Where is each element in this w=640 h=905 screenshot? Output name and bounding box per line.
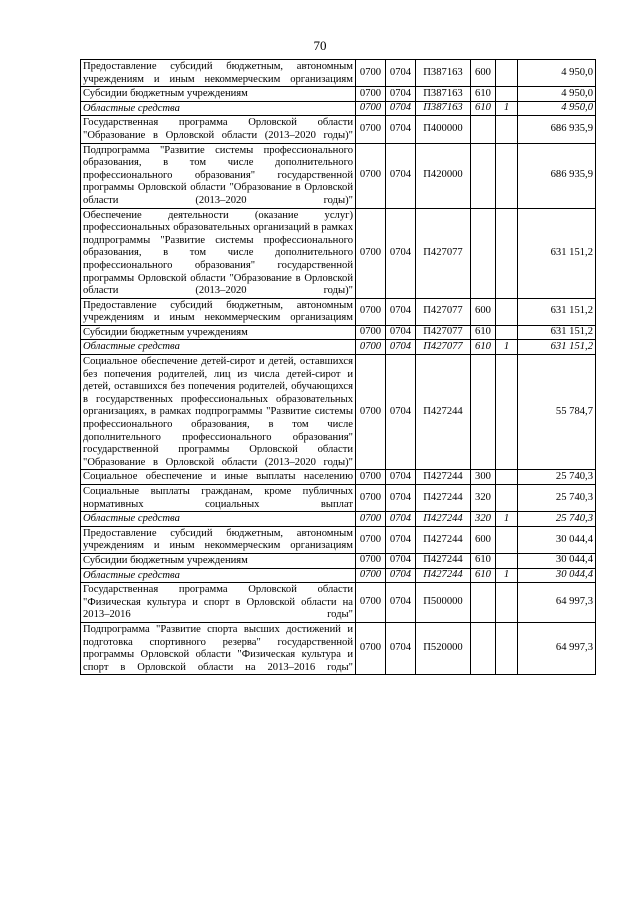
row-section-code: 0700 bbox=[356, 470, 386, 485]
row-amount: 30 044,4 bbox=[518, 553, 596, 568]
row-expense-type-code bbox=[471, 208, 496, 298]
table-row bbox=[81, 553, 596, 568]
row-subsection-code: 0704 bbox=[386, 355, 416, 470]
table-row bbox=[81, 208, 596, 298]
row-subsection-code: 0704 bbox=[386, 340, 416, 355]
row-subsection-code: 0704 bbox=[386, 325, 416, 340]
row-amount: 631 151,2 bbox=[518, 298, 596, 325]
row-subsection-code: 0704 bbox=[386, 143, 416, 208]
row-description: Подпрограмма "Развитие системы профессионального образования, в том числе дополнительного профессионального образования" государственной программы Орловской области "Образование в Орловской области (2013–2020 годы)" bbox=[81, 143, 356, 208]
row-description: Социальное обеспечение детей-сирот и детей, оставшихся без попечения родителей, лиц из числа детей-сирот и детей, оставшихся без попечения родителей, обучающихся в государственных профессиональных образовательных организациях, в рамках подпрограммы "Развитие системы профессионального образования, в том числе дополнительного профессионального образования" государственной программы Орловской области "Образование в Орловской области (2013–2020 годы)" bbox=[81, 355, 356, 470]
row-expense-type-code: 320 bbox=[471, 512, 496, 527]
row-section-code: 0700 bbox=[356, 87, 386, 102]
row-description: Областные средства bbox=[81, 340, 356, 355]
row-section-code: 0700 bbox=[356, 116, 386, 143]
row-amount: 4 950,0 bbox=[518, 101, 596, 116]
row-target-article-code: П387163 bbox=[416, 101, 471, 116]
row-expense-type-code: 610 bbox=[471, 340, 496, 355]
row-amount: 64 997,3 bbox=[518, 583, 596, 623]
row-section-code: 0700 bbox=[356, 208, 386, 298]
row-expense-type-code: 300 bbox=[471, 470, 496, 485]
row-section-code: 0700 bbox=[356, 340, 386, 355]
row-section-code: 0700 bbox=[356, 583, 386, 623]
row-subsection-code: 0704 bbox=[386, 116, 416, 143]
page-number: 70 bbox=[313, 38, 327, 53]
row-expense-type-code: 600 bbox=[471, 298, 496, 325]
row-subsection-code: 0704 bbox=[386, 553, 416, 568]
row-description: Областные средства bbox=[81, 512, 356, 527]
row-funding-source-code bbox=[496, 60, 518, 87]
row-amount: 631 151,2 bbox=[518, 325, 596, 340]
row-description: Социальное обеспечение и иные выплаты населению bbox=[81, 470, 356, 485]
row-subsection-code: 0704 bbox=[386, 485, 416, 512]
row-expense-type-code: 600 bbox=[471, 60, 496, 87]
row-funding-source-code bbox=[496, 526, 518, 553]
row-subsection-code: 0704 bbox=[386, 568, 416, 583]
row-section-code: 0700 bbox=[356, 298, 386, 325]
row-section-code: 0700 bbox=[356, 101, 386, 116]
row-amount: 55 784,7 bbox=[518, 355, 596, 470]
row-subsection-code: 0704 bbox=[386, 298, 416, 325]
row-funding-source-code: 1 bbox=[496, 101, 518, 116]
row-amount: 30 044,4 bbox=[518, 568, 596, 583]
row-funding-source-code bbox=[496, 470, 518, 485]
row-funding-source-code: 1 bbox=[496, 512, 518, 527]
row-section-code: 0700 bbox=[356, 622, 386, 674]
row-funding-source-code bbox=[496, 208, 518, 298]
table-row bbox=[81, 143, 596, 208]
row-funding-source-code bbox=[496, 298, 518, 325]
table-row bbox=[81, 60, 596, 87]
row-subsection-code: 0704 bbox=[386, 60, 416, 87]
row-description: Обеспечение деятельности (оказание услуг) профессиональных образовательных организаций в рамках подпрограммы "Развитие системы профессионального образования, в том числе дополнительного профессионального образования" государственной программы Орловской области "Образование в Орловской области (2013–2020 годы)" bbox=[81, 208, 356, 298]
row-description: Областные средства bbox=[81, 101, 356, 116]
row-description: Социальные выплаты гражданам, кроме публичных нормативных социальных выплат bbox=[81, 485, 356, 512]
table-row bbox=[81, 298, 596, 325]
row-expense-type-code: 610 bbox=[471, 553, 496, 568]
row-target-article-code: П400000 bbox=[416, 116, 471, 143]
row-section-code: 0700 bbox=[356, 568, 386, 583]
row-target-article-code: П387163 bbox=[416, 60, 471, 87]
row-expense-type-code: 610 bbox=[471, 101, 496, 116]
row-section-code: 0700 bbox=[356, 526, 386, 553]
row-target-article-code: П427077 bbox=[416, 340, 471, 355]
row-target-article-code: П427244 bbox=[416, 512, 471, 527]
table-row bbox=[81, 485, 596, 512]
row-section-code: 0700 bbox=[356, 355, 386, 470]
row-amount: 631 151,2 bbox=[518, 340, 596, 355]
row-subsection-code: 0704 bbox=[386, 208, 416, 298]
row-target-article-code: П427077 bbox=[416, 298, 471, 325]
table-row bbox=[81, 568, 596, 583]
row-amount: 4 950,0 bbox=[518, 87, 596, 102]
row-amount: 25 740,3 bbox=[518, 485, 596, 512]
row-funding-source-code bbox=[496, 87, 518, 102]
row-section-code: 0700 bbox=[356, 485, 386, 512]
row-funding-source-code: 1 bbox=[496, 340, 518, 355]
row-subsection-code: 0704 bbox=[386, 470, 416, 485]
row-expense-type-code bbox=[471, 355, 496, 470]
table-row bbox=[81, 116, 596, 143]
row-expense-type-code bbox=[471, 143, 496, 208]
row-expense-type-code: 600 bbox=[471, 526, 496, 553]
row-subsection-code: 0704 bbox=[386, 512, 416, 527]
row-target-article-code: П427244 bbox=[416, 568, 471, 583]
row-target-article-code: П427244 bbox=[416, 553, 471, 568]
table-row bbox=[81, 340, 596, 355]
row-expense-type-code bbox=[471, 116, 496, 143]
row-expense-type-code bbox=[471, 622, 496, 674]
row-description: Субсидии бюджетным учреждениям bbox=[81, 553, 356, 568]
row-section-code: 0700 bbox=[356, 60, 386, 87]
row-subsection-code: 0704 bbox=[386, 583, 416, 623]
row-expense-type-code: 610 bbox=[471, 87, 496, 102]
row-funding-source-code bbox=[496, 622, 518, 674]
row-funding-source-code bbox=[496, 143, 518, 208]
budget-table bbox=[80, 59, 596, 675]
row-description: Предоставление субсидий бюджетным, автономным учреждениям и иным некоммерческим организациям bbox=[81, 298, 356, 325]
row-subsection-code: 0704 bbox=[386, 87, 416, 102]
row-description: Государственная программа Орловской области "Физическая культура и спорт в Орловской области на 2013–2016 годы" bbox=[81, 583, 356, 623]
row-funding-source-code: 1 bbox=[496, 568, 518, 583]
row-amount: 64 997,3 bbox=[518, 622, 596, 674]
row-amount: 4 950,0 bbox=[518, 60, 596, 87]
row-funding-source-code bbox=[496, 583, 518, 623]
row-funding-source-code bbox=[496, 485, 518, 512]
row-expense-type-code: 610 bbox=[471, 568, 496, 583]
row-description: Областные средства bbox=[81, 568, 356, 583]
row-funding-source-code bbox=[496, 116, 518, 143]
row-target-article-code: П427077 bbox=[416, 325, 471, 340]
row-funding-source-code bbox=[496, 325, 518, 340]
table-row bbox=[81, 583, 596, 623]
row-expense-type-code bbox=[471, 583, 496, 623]
row-amount: 30 044,4 bbox=[518, 526, 596, 553]
row-amount: 631 151,2 bbox=[518, 208, 596, 298]
row-amount: 686 935,9 bbox=[518, 143, 596, 208]
row-expense-type-code: 320 bbox=[471, 485, 496, 512]
row-target-article-code: П520000 bbox=[416, 622, 471, 674]
table-row bbox=[81, 512, 596, 527]
row-description: Субсидии бюджетным учреждениям bbox=[81, 87, 356, 102]
row-section-code: 0700 bbox=[356, 553, 386, 568]
row-funding-source-code bbox=[496, 553, 518, 568]
table-row bbox=[81, 325, 596, 340]
row-subsection-code: 0704 bbox=[386, 526, 416, 553]
row-target-article-code: П427244 bbox=[416, 485, 471, 512]
row-section-code: 0700 bbox=[356, 143, 386, 208]
row-description: Субсидии бюджетным учреждениям bbox=[81, 325, 356, 340]
row-target-article-code: П427244 bbox=[416, 526, 471, 553]
table-row bbox=[81, 101, 596, 116]
row-target-article-code: П427077 bbox=[416, 208, 471, 298]
table-row bbox=[81, 526, 596, 553]
table-row bbox=[81, 470, 596, 485]
row-subsection-code: 0704 bbox=[386, 622, 416, 674]
row-target-article-code: П420000 bbox=[416, 143, 471, 208]
row-section-code: 0700 bbox=[356, 325, 386, 340]
row-description: Предоставление субсидий бюджетным, автономным учреждениям и иным некоммерческим организациям bbox=[81, 526, 356, 553]
row-subsection-code: 0704 bbox=[386, 101, 416, 116]
row-amount: 25 740,3 bbox=[518, 512, 596, 527]
row-funding-source-code bbox=[496, 355, 518, 470]
row-section-code: 0700 bbox=[356, 512, 386, 527]
table-row bbox=[81, 355, 596, 470]
row-target-article-code: П427244 bbox=[416, 355, 471, 470]
row-description: Подпрограмма "Развитие спорта высших достижений и подготовка спортивного резерва" государственной программы Орловской области "Физическая культура и спорт в Орловской области на 2013–2016 годы" bbox=[81, 622, 356, 674]
row-description: Предоставление субсидий бюджетным, автономным учреждениям и иным некоммерческим организациям bbox=[81, 60, 356, 87]
row-target-article-code: П500000 bbox=[416, 583, 471, 623]
table-row bbox=[81, 87, 596, 102]
row-target-article-code: П387163 bbox=[416, 87, 471, 102]
row-amount: 25 740,3 bbox=[518, 470, 596, 485]
row-target-article-code: П427244 bbox=[416, 470, 471, 485]
row-amount: 686 935,9 bbox=[518, 116, 596, 143]
row-description: Государственная программа Орловской области "Образование в Орловской области (2013–2020 годы)" bbox=[81, 116, 356, 143]
table-row bbox=[81, 622, 596, 674]
row-expense-type-code: 610 bbox=[471, 325, 496, 340]
